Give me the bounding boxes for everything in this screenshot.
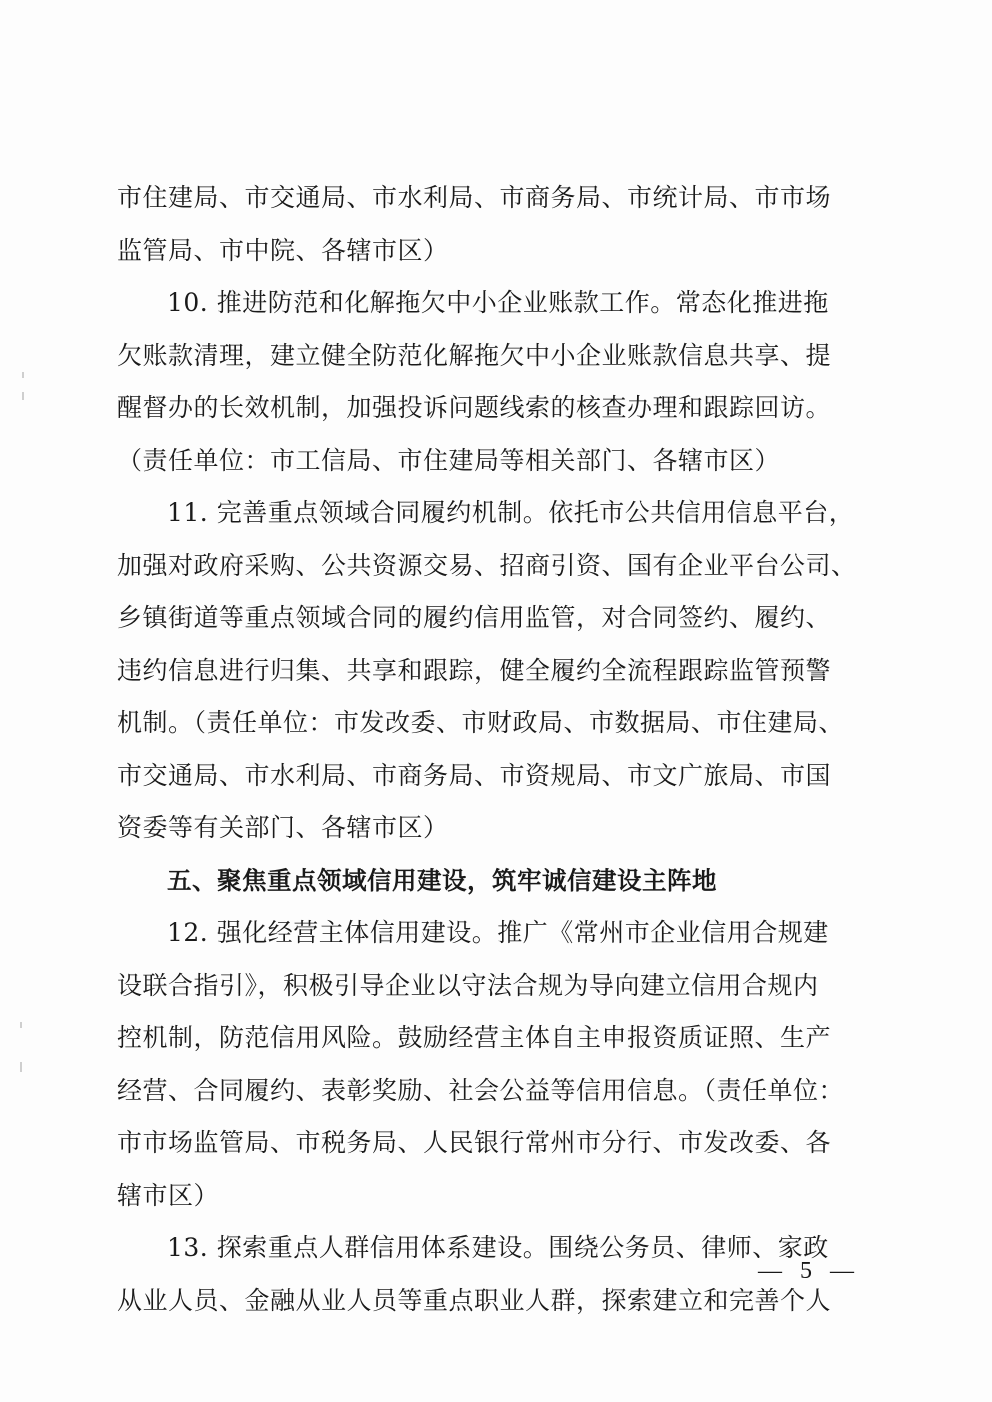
paragraph-item-13: 13. 探索重点人群信用体系建设。围绕公务员、律师、家政 [167, 1233, 829, 1262]
text-line: 违约信息进行归集、共享和跟踪，健全履约全流程跟踪监管预警 [117, 655, 832, 685]
paragraph-item-12: 12. 强化经营主体信用建设。推广《常州市企业信用合规建 [167, 918, 829, 947]
paragraph-item-10: 10. 推进防范和化解拖欠中小企业账款工作。常态化推进拖 [167, 288, 829, 317]
scan-speck [22, 372, 24, 378]
text-line: 资委等有关部门、各辖市区） [117, 813, 449, 842]
section-heading: 五、聚焦重点领域信用建设，筑牢诚信建设主阵地 [167, 865, 717, 895]
text-line: 控机制，防范信用风险。鼓励经营主体自主申报资质证照、生产 [117, 1023, 832, 1052]
text-line: 市住建局、市交通局、市水利局、市商务局、市统计局、市市场 [117, 183, 832, 212]
text-line: 乡镇街道等重点领域合同的履约信用监管，对合同签约、履约、 [117, 603, 832, 632]
text-line: （责任单位：市工信局、市住建局等相关部门、各辖市区） [117, 445, 781, 475]
text-line: 市市场监管局、市税务局、人民银行常州市分行、市发改委、各 [117, 1128, 832, 1157]
text-line: 市交通局、市水利局、市商务局、市资规局、市文广旅局、市国 [117, 760, 832, 790]
scan-speck [20, 1022, 22, 1028]
text-line: 设联合指引》，积极引导企业以守法合规为导向建立信用合规内 [117, 970, 819, 1000]
text-line: 从业人员、金融从业人员等重点职业人群，探索建立和完善个人 [117, 1285, 832, 1315]
scan-speck [22, 392, 24, 400]
text-line: 机制。（责任单位：市发改委、市财政局、市数据局、市住建局、 [117, 708, 845, 737]
page-number: — 5 — [758, 1258, 860, 1284]
text-line: 欠账款清理，建立健全防范化解拖欠中小企业账款信息共享、提 [117, 340, 832, 370]
scan-speck [20, 1062, 22, 1072]
text-line: 加强对政府采购、公共资源交易、招商引资、国有企业平台公司、 [117, 550, 857, 580]
text-line: 经营、合同履约、表彰奖励、社会公益等信用信息。（责任单位： [117, 1075, 845, 1105]
text-line: 监管局、市中院、各辖市区） [117, 235, 449, 265]
text-line: 醒督办的长效机制，加强投诉问题线索的核查办理和跟踪回访。 [117, 393, 832, 422]
text-line: 辖市区） [117, 1180, 220, 1210]
body-text [117, 172, 857, 1327]
paragraph-item-11: 11. 完善重点领域合同履约机制。依托市公共信用信息平台， [167, 498, 855, 527]
